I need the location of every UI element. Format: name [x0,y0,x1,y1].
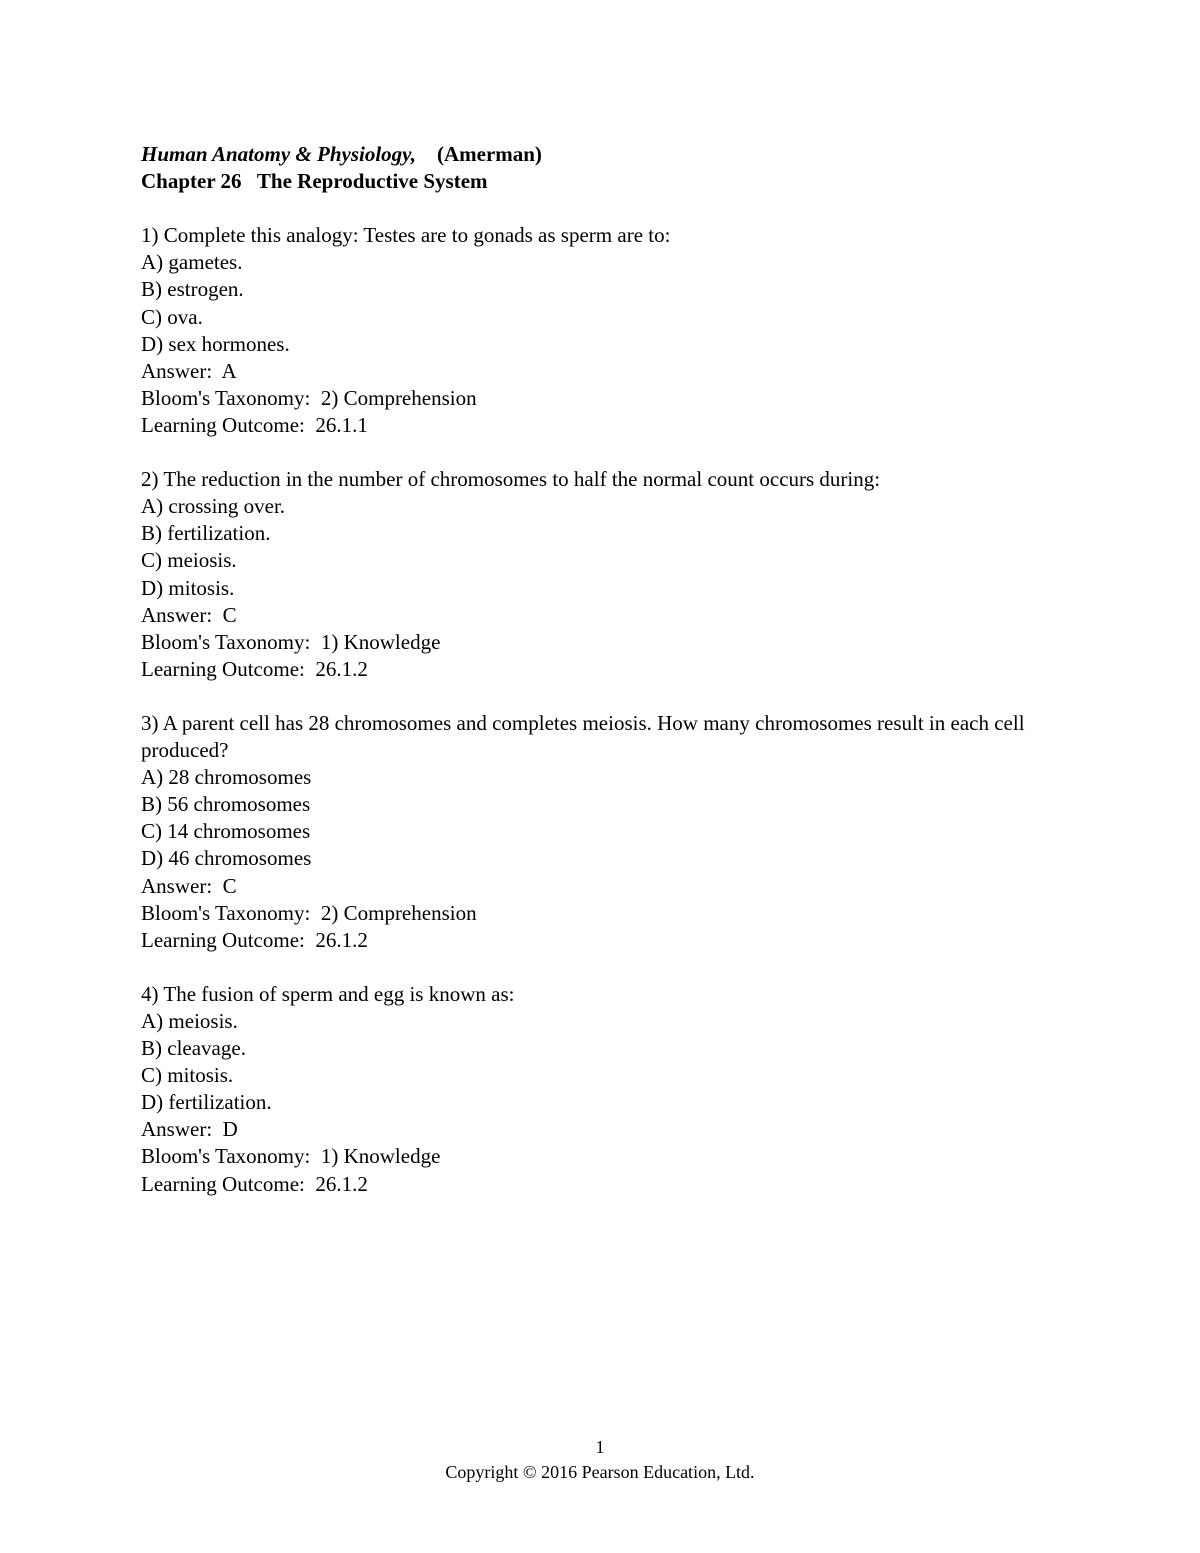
answer-option: A) crossing over. [141,494,286,519]
spacer [141,195,1061,222]
blooms-taxonomy: Bloom's Taxonomy: 2) Comprehension [141,900,477,925]
author-name: (Amerman) [436,142,542,166]
learning-outcome: Learning Outcome: 26.1.2 [141,656,368,681]
answer-option: B) cleavage. [141,1036,246,1061]
learning-outcome: Learning Outcome: 26.1.2 [141,927,368,952]
question-1 [141,222,1061,439]
answer-option: C) ova. [141,304,203,329]
book-title: Human Anatomy & Physiology, [141,142,416,166]
learning-outcome: Learning Outcome: 26.1.1 [141,412,368,437]
answer-option: D) mitosis. [141,575,235,600]
question-stem: 3) A parent cell has 28 chromosomes and completes meiosis. How many chromosomes result in each cell produced? [141,710,1025,763]
question-stem: 2) The reduction in the number of chromosomes to half the normal count occurs during: [141,467,881,492]
question-2 [141,466,1061,683]
answer-option: C) 14 chromosomes [141,819,311,844]
answer-option: B) estrogen. [141,277,244,302]
correct-answer: Answer: C [141,873,237,898]
learning-outcome: Learning Outcome: 26.1.2 [141,1171,368,1196]
answer-option: B) 56 chromosomes [141,792,311,817]
correct-answer: Answer: C [141,602,237,627]
answer-option: D) sex hormones. [141,331,290,356]
chapter-title: The Reproductive System [256,169,488,194]
question-stem: 4) The fusion of sperm and egg is known as: [141,981,515,1006]
correct-answer: Answer: D [141,1117,238,1142]
question-4 [141,981,1061,1198]
answer-option: D) 46 chromosomes [141,846,312,871]
blooms-taxonomy: Bloom's Taxonomy: 1) Knowledge [141,629,441,654]
blooms-taxonomy: Bloom's Taxonomy: 1) Knowledge [141,1144,441,1169]
question-stem: 1) Complete this analogy: Testes are to gonads as sperm are to: [141,223,671,248]
book-title-line [141,141,1061,168]
answer-option: D) fertilization. [141,1090,272,1115]
answer-option: A) 28 chromosomes [141,765,312,790]
spacer [141,439,1061,466]
question-3 [141,710,1061,954]
chapter-label: Chapter 26 [141,169,242,194]
correct-answer: Answer: A [141,358,237,383]
answer-option: B) fertilization. [141,521,271,546]
answer-option: C) meiosis. [141,548,237,573]
spacer [141,683,1061,710]
document-body [141,141,1061,1198]
answer-option: A) gametes. [141,250,243,275]
page-number: 1 [595,1437,605,1457]
blooms-taxonomy: Bloom's Taxonomy: 2) Comprehension [141,385,477,410]
chapter-heading [141,168,1061,195]
spacer [141,954,1061,981]
answer-option: C) mitosis. [141,1063,234,1088]
copyright-notice: Copyright © 2016 Pearson Education, Ltd. [445,1462,755,1482]
answer-option: A) meiosis. [141,1009,238,1033]
